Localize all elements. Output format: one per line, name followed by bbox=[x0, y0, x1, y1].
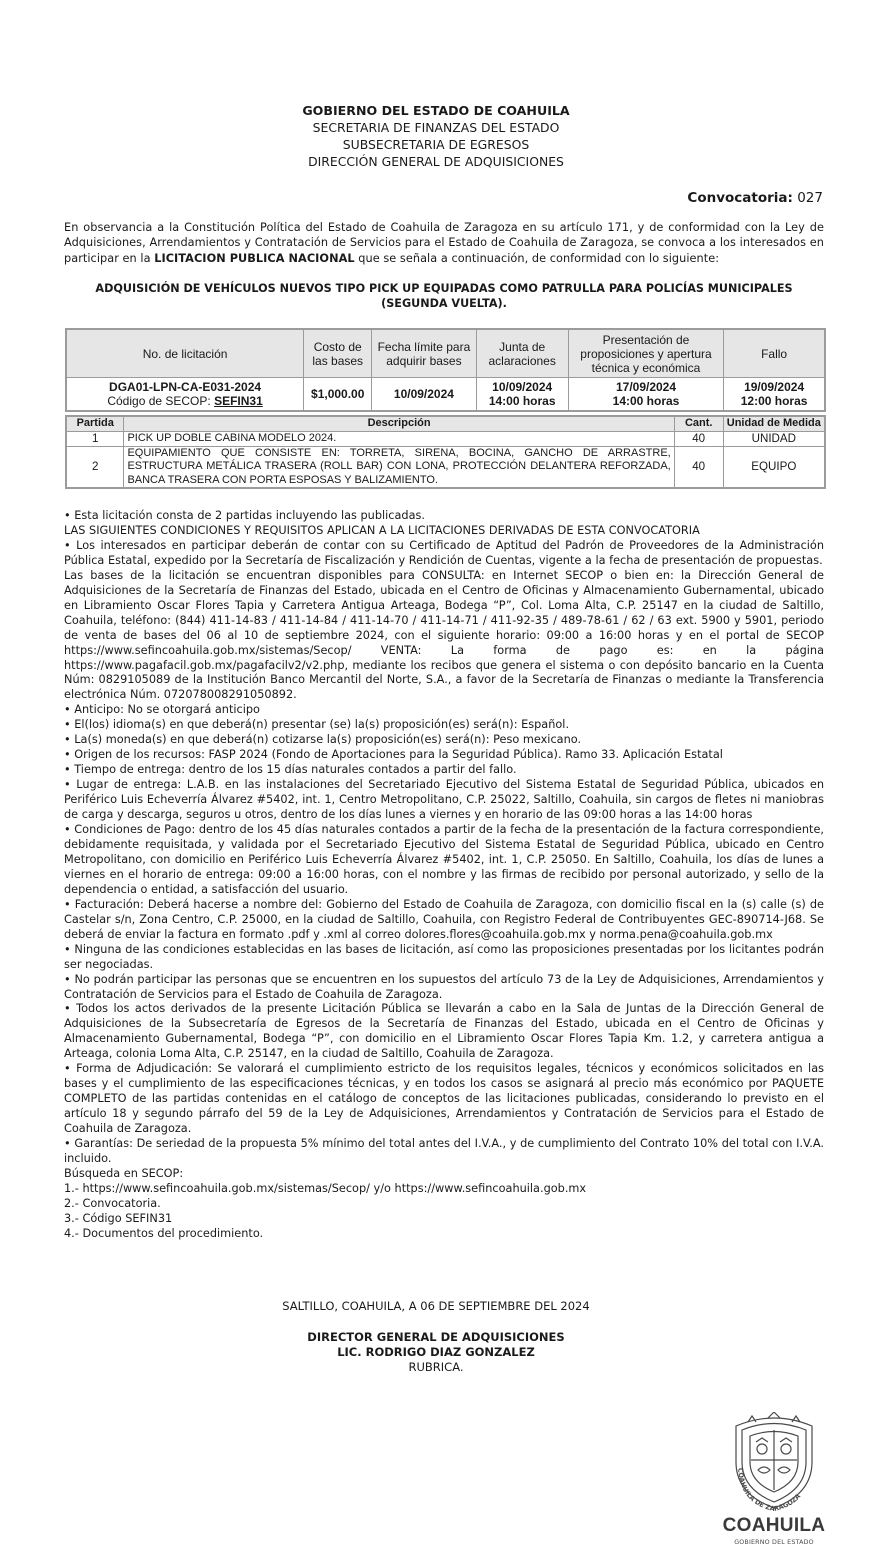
junta-time: 14:00 horas bbox=[488, 394, 556, 408]
paragraph: • No podrán participar las personas que se encuentren en los supuestos del artículo 73 de la Ley de Adquisiciones, Arrendamientos y Contratación de Servicios para el Estado de Coahuila de Zaragoza. bbox=[64, 972, 824, 1001]
summary-table bbox=[65, 328, 826, 412]
unidad-cell: EQUIPO bbox=[723, 446, 825, 488]
signer-title: DIRECTOR GENERAL DE ADQUISICIONES bbox=[307, 1330, 565, 1344]
costo-cell bbox=[304, 378, 372, 412]
intro-text-b: que se señala a continuación, de conformidad con lo siguiente: bbox=[354, 251, 720, 265]
header-cell: Presentación de proposiciones y apertura técnica y económica bbox=[568, 329, 723, 378]
conditions-body bbox=[64, 509, 824, 1242]
presentacion-time: 14:00 horas bbox=[612, 394, 680, 408]
direccion-name: DIRECCIÓN GENERAL DE ADQUISICIONES bbox=[308, 154, 564, 169]
header-cell: Costo de las bases bbox=[304, 329, 372, 378]
subsecretaria-name: SUBSECRETARIA DE EGRESOS bbox=[342, 137, 530, 152]
paragraph: • Forma de Adjudicación: Se valorará el cumplimiento estricto de los requisitos legales, técnicos y económicos solicitados en las bases y el cumplimiento de las especificaciones técnicas, y en todos los casos se asignará al precio más económico por PAQUETE COMPLETO de las partidas contenidas en el catálogo de conceptos de las licitaciones publicadas, considerando lo previsto en el artículo 18 y segundo párrafo del 59 de la Ley de Adquisiciones, Arrendamientos y Contratación de Servicios para el Estado de Coahuila de Zaragoza. bbox=[64, 1062, 824, 1136]
paragraph: • Todos los actos derivados de la presente Licitación Pública se llevarán a cabo en la Sala de Juntas de la Dirección General de Adquisiciones de la Subsecretaría de Egresos de la Secretaría de Finanzas del Estado, ubicada en el Centro de Oficinas y Almacenamiento Gubernamental, Bodega “P”, con domicilio en el Libramiento Oscar Flores Tapia Km. 1.2, y carretera antigua a Arteaga, colonia Loma Alta, C.P. 25147, en la ciudad de Saltillo, Coahuila de Zaragoza. bbox=[64, 1002, 824, 1061]
junta-cell bbox=[476, 378, 568, 412]
fecha-limite-cell bbox=[372, 378, 476, 412]
descripcion-cell: PICK UP DOBLE CABINA MODELO 2024. bbox=[124, 432, 674, 447]
intro-paragraph bbox=[64, 220, 824, 266]
junta-date: 10/09/2024 bbox=[492, 380, 553, 394]
convocatoria-label: Convocatoria: bbox=[687, 190, 793, 206]
paragraph: • Esta licitación consta de 2 partidas incluyendo las publicadas. bbox=[64, 509, 425, 522]
document-header bbox=[0, 102, 872, 170]
government-name: GOBIERNO DEL ESTADO DE COAHUILA bbox=[302, 103, 570, 118]
paragraph: • El(los) idioma(s) en que deberá(n) presentar (se) la(s) proposición(es) será(n): Español. bbox=[64, 718, 570, 732]
secop-label: Código de SECOP: bbox=[107, 394, 215, 408]
table-row bbox=[66, 432, 825, 447]
header-cell: Partida bbox=[66, 416, 124, 432]
header-cell: Junta de aclaraciones bbox=[476, 329, 568, 378]
cantidad-cell: 40 bbox=[674, 446, 723, 488]
costo-value: $1,000.00 bbox=[311, 387, 365, 401]
paragraph: 3.- Código SEFIN31 bbox=[64, 1211, 173, 1225]
header-cell: No. de licitación bbox=[66, 329, 304, 378]
unidad-cell: UNIDAD bbox=[723, 432, 825, 447]
paragraph: 2.- Convocatoria. bbox=[64, 1196, 161, 1210]
paragraph: • La(s) moneda(s) en que deberá(n) cotizarse la(s) proposición(es) será(n): Peso mexicano. bbox=[64, 733, 582, 747]
logo-subtitle: GOBIERNO DEL ESTADO bbox=[734, 1539, 814, 1546]
paragraph: • Anticipo: No se otorgará anticipo bbox=[64, 703, 260, 717]
intro-text-a: En observancia a la Constitución Política del Estado de Coahuila de Zaragoza en su artículo 171, y de conformidad con la Ley de Adquisiciones, Arrendamientos y Contratación de Servicios para el Estado de Coahuila de Zaragoza, se convoca a los interesados en participar en la bbox=[64, 221, 824, 265]
items-table bbox=[65, 415, 826, 489]
paragraph: • Facturación: Deberá hacerse a nombre del: Gobierno del Estado de Coahuila de Zaragoza, con domicilio fiscal en la (s) calle (s) de Castelar s/n, Zona Centro, C.P. 25000, en la ciudad de Saltillo, Coahuila, con Registro Federal de Contribuyentes GEC-890714-J68. Se deberá de enviar la factura en formato .pdf y .xml al correo dolores.flores@coahuila.gob.mx y norma.pena@coahuila.gob.mx bbox=[64, 897, 824, 941]
convocatoria-number bbox=[687, 190, 823, 206]
paragraph: • Lugar de entrega: L.A.B. en las instalaciones del Secretariado Ejecutivo del Sistema Estatal de Seguridad Pública, ubicados en Periférico Luis Echeverría Álvarez #5402, int. 1, Centro Metropolitano, C.P. 25022, Saltillo, Coahuila, sin cargos de fletes ni maniobras de carga y descarga, seguros u otros, dentro de los días lunes a viernes y en horario de las 09:00 horas a las 14:00 horas bbox=[64, 778, 824, 822]
seal-text: COAHUILA DE ZARAGOZA bbox=[736, 1467, 803, 1512]
summary-table-row bbox=[66, 378, 825, 412]
fallo-time: 12:00 horas bbox=[740, 394, 808, 408]
licitacion-subject: ADQUISICIÓN DE VEHÍCULOS NUEVOS TIPO PICK UP EQUIPADAS COMO PATRULLA PARA POLICÍAS MUNICIPALES (SEGUNDA VUELTA). bbox=[95, 282, 793, 310]
header-cell: Fallo bbox=[724, 329, 825, 378]
fallo-date: 19/09/2024 bbox=[744, 380, 805, 394]
fecha-limite-value: 10/09/2024 bbox=[393, 387, 454, 401]
header-cell: Fecha límite para adquirir bases bbox=[372, 329, 476, 378]
items-table-header bbox=[66, 416, 825, 432]
paragraph: 4.- Documentos del procedimiento. bbox=[64, 1226, 264, 1240]
paragraph: Las bases de la licitación se encuentran disponibles para CONSULTA: en Internet SECOP o bien en: la Dirección General de Adquisiciones de la Secretaría de Finanzas del Estado, ubicada en el Centro de Oficinas y Almacenamiento Gubernamental, ubicado en Libramiento Oscar Flores Tapia y Carretera Antigua Arteaga, Bodega “P”, Col. Loma Alta, C.P. 25147 en la ciudad de Saltillo, Coahuila, teléfono: (844) 411-14-83 / 411-14-84 / 411-14-70 / 411-14-71 / 411-92-35 / 489-78-61 / 62 / 63 ext. 5900 y 5901, periodo de venta de bases del 06 al 10 de septiembre 2024, con el siguiente horario: 09:00 a 16:00 horas y en el portal de SECOP https://www.sefincoahuila.gob.mx/sistemas/Secop/ VENTA: La forma de pago es: en la página https://www.pagafacil.gob.mx/pagafacilv2/v2.php, mediante los recibos que genera el sistema o con depósito bancario en la Cuenta Núm: 0829105089 de la Institución Banco Mercantil del Norte, S.A., a favor de la Secretaría de Finanzas o mediante la Transferencia electrónica Núm. 072078008291050892. bbox=[64, 568, 824, 702]
paragraph: • Condiciones de Pago: dentro de los 45 días naturales contados a partir de la fecha de la presentación de la factura correspondiente, debidamente requisitada, y validada por el Secretariado Ejecutivo del Sistema Estatal de Seguridad Pública, ubicado en Centro Metropolitano, con domicilio en Periférico Luis Echeverría Álvarez #5402, int. 1, C.P. 25050. En Saltillo, Coahuila, los días de lunes a viernes en el horario de entrega: 09:00 a 16:00 horas, con el nombre y las firmas de recibido por personal autorizado, y sello de la dependencia o entidad, a satisfacción del usuario. bbox=[64, 823, 824, 896]
descripcion-cell: EQUIPAMIENTO QUE CONSISTE EN: TORRETA, SIRENA, BOCINA, GANCHO DE ARRASTRE, ESTRUCTURA METÁLICA TRASERA (ROLL BAR) CON LONA, PROTECCIÓN DELANTERA REFORZADA, BANCA TRASERA CON PORTA ESPOSAS Y BALIZAMIENTO. bbox=[124, 446, 674, 488]
signer-name: LIC. RODRIGO DIAZ GONZALEZ bbox=[337, 1345, 535, 1359]
header-cell: Cant. bbox=[674, 416, 723, 432]
partida-cell: 2 bbox=[66, 446, 124, 488]
paragraph: 1.- https://www.sefincoahuila.gob.mx/sistemas/Secop/ y/o https://www.sefincoahuila.gob.mx bbox=[64, 1181, 587, 1195]
paragraph: Búsqueda en SECOP: bbox=[64, 1166, 184, 1180]
logo-name: COAHUILA bbox=[722, 1515, 826, 1536]
presentacion-date: 17/09/2024 bbox=[615, 380, 677, 394]
convocatoria-value: 027 bbox=[797, 190, 823, 206]
intro-text-bold: LICITACION PUBLICA NACIONAL bbox=[154, 251, 355, 265]
header-cell: Unidad de Medida bbox=[723, 416, 825, 432]
place-date: SALTILLO, COAHUILA, A 06 DE SEPTIEMBRE DEL 2024 bbox=[282, 1299, 590, 1313]
table-row bbox=[66, 446, 825, 488]
paragraph: • Los interesados en participar deberán de contar con su Certificado de Aptitud del Padrón de Proveedores de la Administración Pública Estatal, expedido por la Secretaría de Fiscalización y Rendición de Cuentas, vigente a la fecha de presentación de propuestas. bbox=[64, 538, 824, 567]
paragraph: • Origen de los recursos: FASP 2024 (Fondo de Aportaciones para la Seguridad Pública). Ramo 33. Aplicación Estatal bbox=[64, 748, 723, 762]
paragraph: • Ninguna de las condiciones establecidas en las bases de licitación, así como las proposiciones presentadas por los licitantes podrán ser negociadas. bbox=[64, 942, 824, 971]
summary-table-header bbox=[66, 329, 825, 378]
paragraph: LAS SIGUIENTES CONDICIONES Y REQUISITOS APLICAN A LA LICITACIONES DERIVADAS DE ESTA CONVOCATORIA bbox=[64, 523, 700, 537]
paragraph: • Tiempo de entrega: dentro de los 15 días naturales contados a partir del fallo. bbox=[64, 763, 517, 777]
partida-cell: 1 bbox=[66, 432, 124, 447]
fallo-cell bbox=[724, 378, 825, 412]
secretaria-name: SECRETARIA DE FINANZAS DEL ESTADO bbox=[312, 120, 560, 135]
licitacion-number: DGA01-LPN-CA-E031-2024 bbox=[109, 380, 262, 394]
coat-of-arms-icon bbox=[718, 1412, 830, 1512]
secop-code: SEFIN31 bbox=[214, 394, 263, 408]
cantidad-cell: 40 bbox=[674, 432, 723, 447]
header-cell: Descripción bbox=[124, 416, 674, 432]
coahuila-logo bbox=[718, 1412, 830, 1557]
signature-block bbox=[0, 1330, 872, 1375]
rubrica: RUBRICA. bbox=[408, 1360, 464, 1374]
licitacion-cell bbox=[66, 378, 304, 412]
paragraph: • Garantías: De seriedad de la propuesta 5% mínimo del total antes del I.V.A., y de cumplimiento del Contrato 10% del total con I.V.A. incluido. bbox=[64, 1137, 824, 1165]
presentacion-cell bbox=[568, 378, 723, 412]
